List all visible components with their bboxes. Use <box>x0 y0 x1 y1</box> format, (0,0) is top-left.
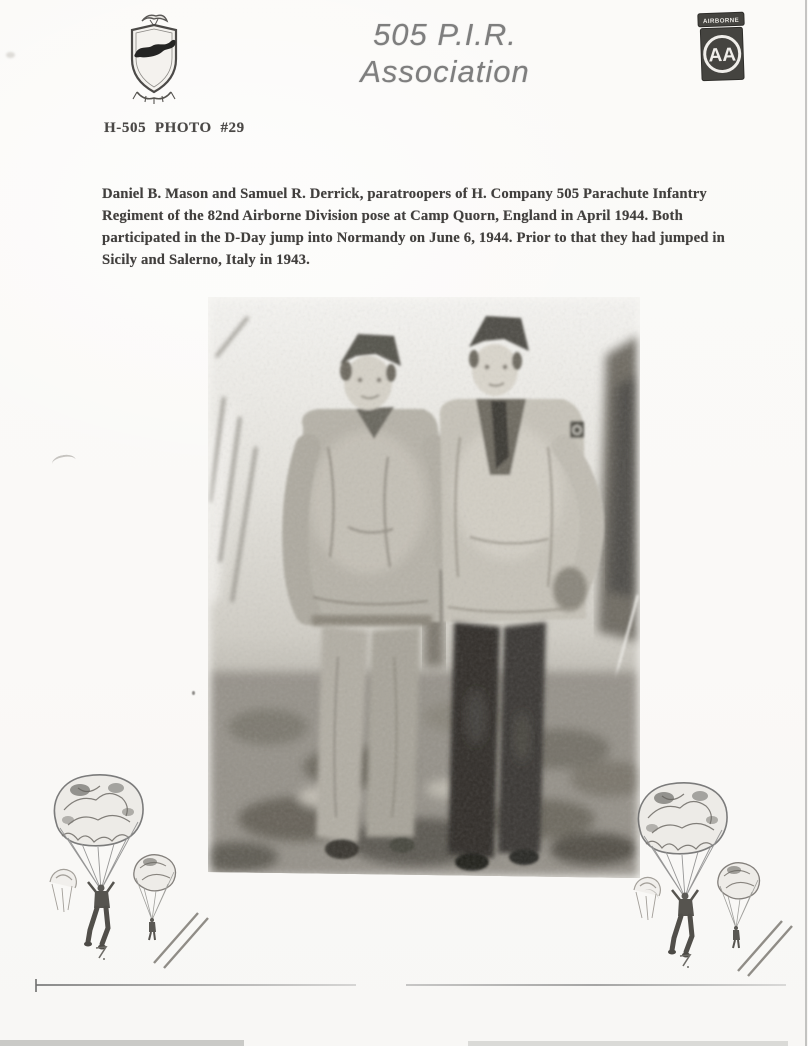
caption-line: Regiment of the 82nd Airborne Division pose at Camp Quorn, England in April 1944. Both <box>102 208 683 224</box>
scan-curl-artifact <box>51 453 77 471</box>
scan-strip-bottom-left <box>0 1040 244 1046</box>
scan-smudge <box>6 52 15 58</box>
page-title <box>300 16 590 90</box>
scan-edge-line <box>805 0 807 1046</box>
bottom-rule-tick <box>35 979 37 992</box>
caption-line: participated in the D-Day jump into Normandy on June 6, 1944. Prior to that they had jumped in <box>102 230 725 246</box>
photo-number-label: H-505 PHOTO #29 <box>104 120 245 136</box>
scan-speck <box>192 691 195 695</box>
aa-monogram-text: AA <box>708 44 737 67</box>
505-pir-crest-icon <box>122 12 186 106</box>
scan-strip-bottom-right <box>468 1041 788 1046</box>
paratroopers-sketch-left <box>38 770 210 972</box>
paratroopers-sketch-right <box>622 778 794 980</box>
82nd-airborne-patch-icon <box>694 11 750 85</box>
photo-rendering <box>208 297 640 878</box>
airborne-tab-text: AIRBORNE <box>702 16 740 26</box>
photo-of-paratroopers <box>208 297 640 878</box>
caption-line: Sicily and Salerno, Italy in 1943. <box>102 252 310 268</box>
page-title-line1: 505 P.I.R. <box>373 17 517 52</box>
bottom-rule-right <box>406 984 786 986</box>
photo-caption <box>102 183 772 271</box>
caption-line: Daniel B. Mason and Samuel R. Derrick, paratroopers of H. Company 505 Parachute Infantry <box>102 186 707 202</box>
page-title-line2: Association <box>360 54 530 89</box>
bottom-rule-left <box>36 984 356 986</box>
